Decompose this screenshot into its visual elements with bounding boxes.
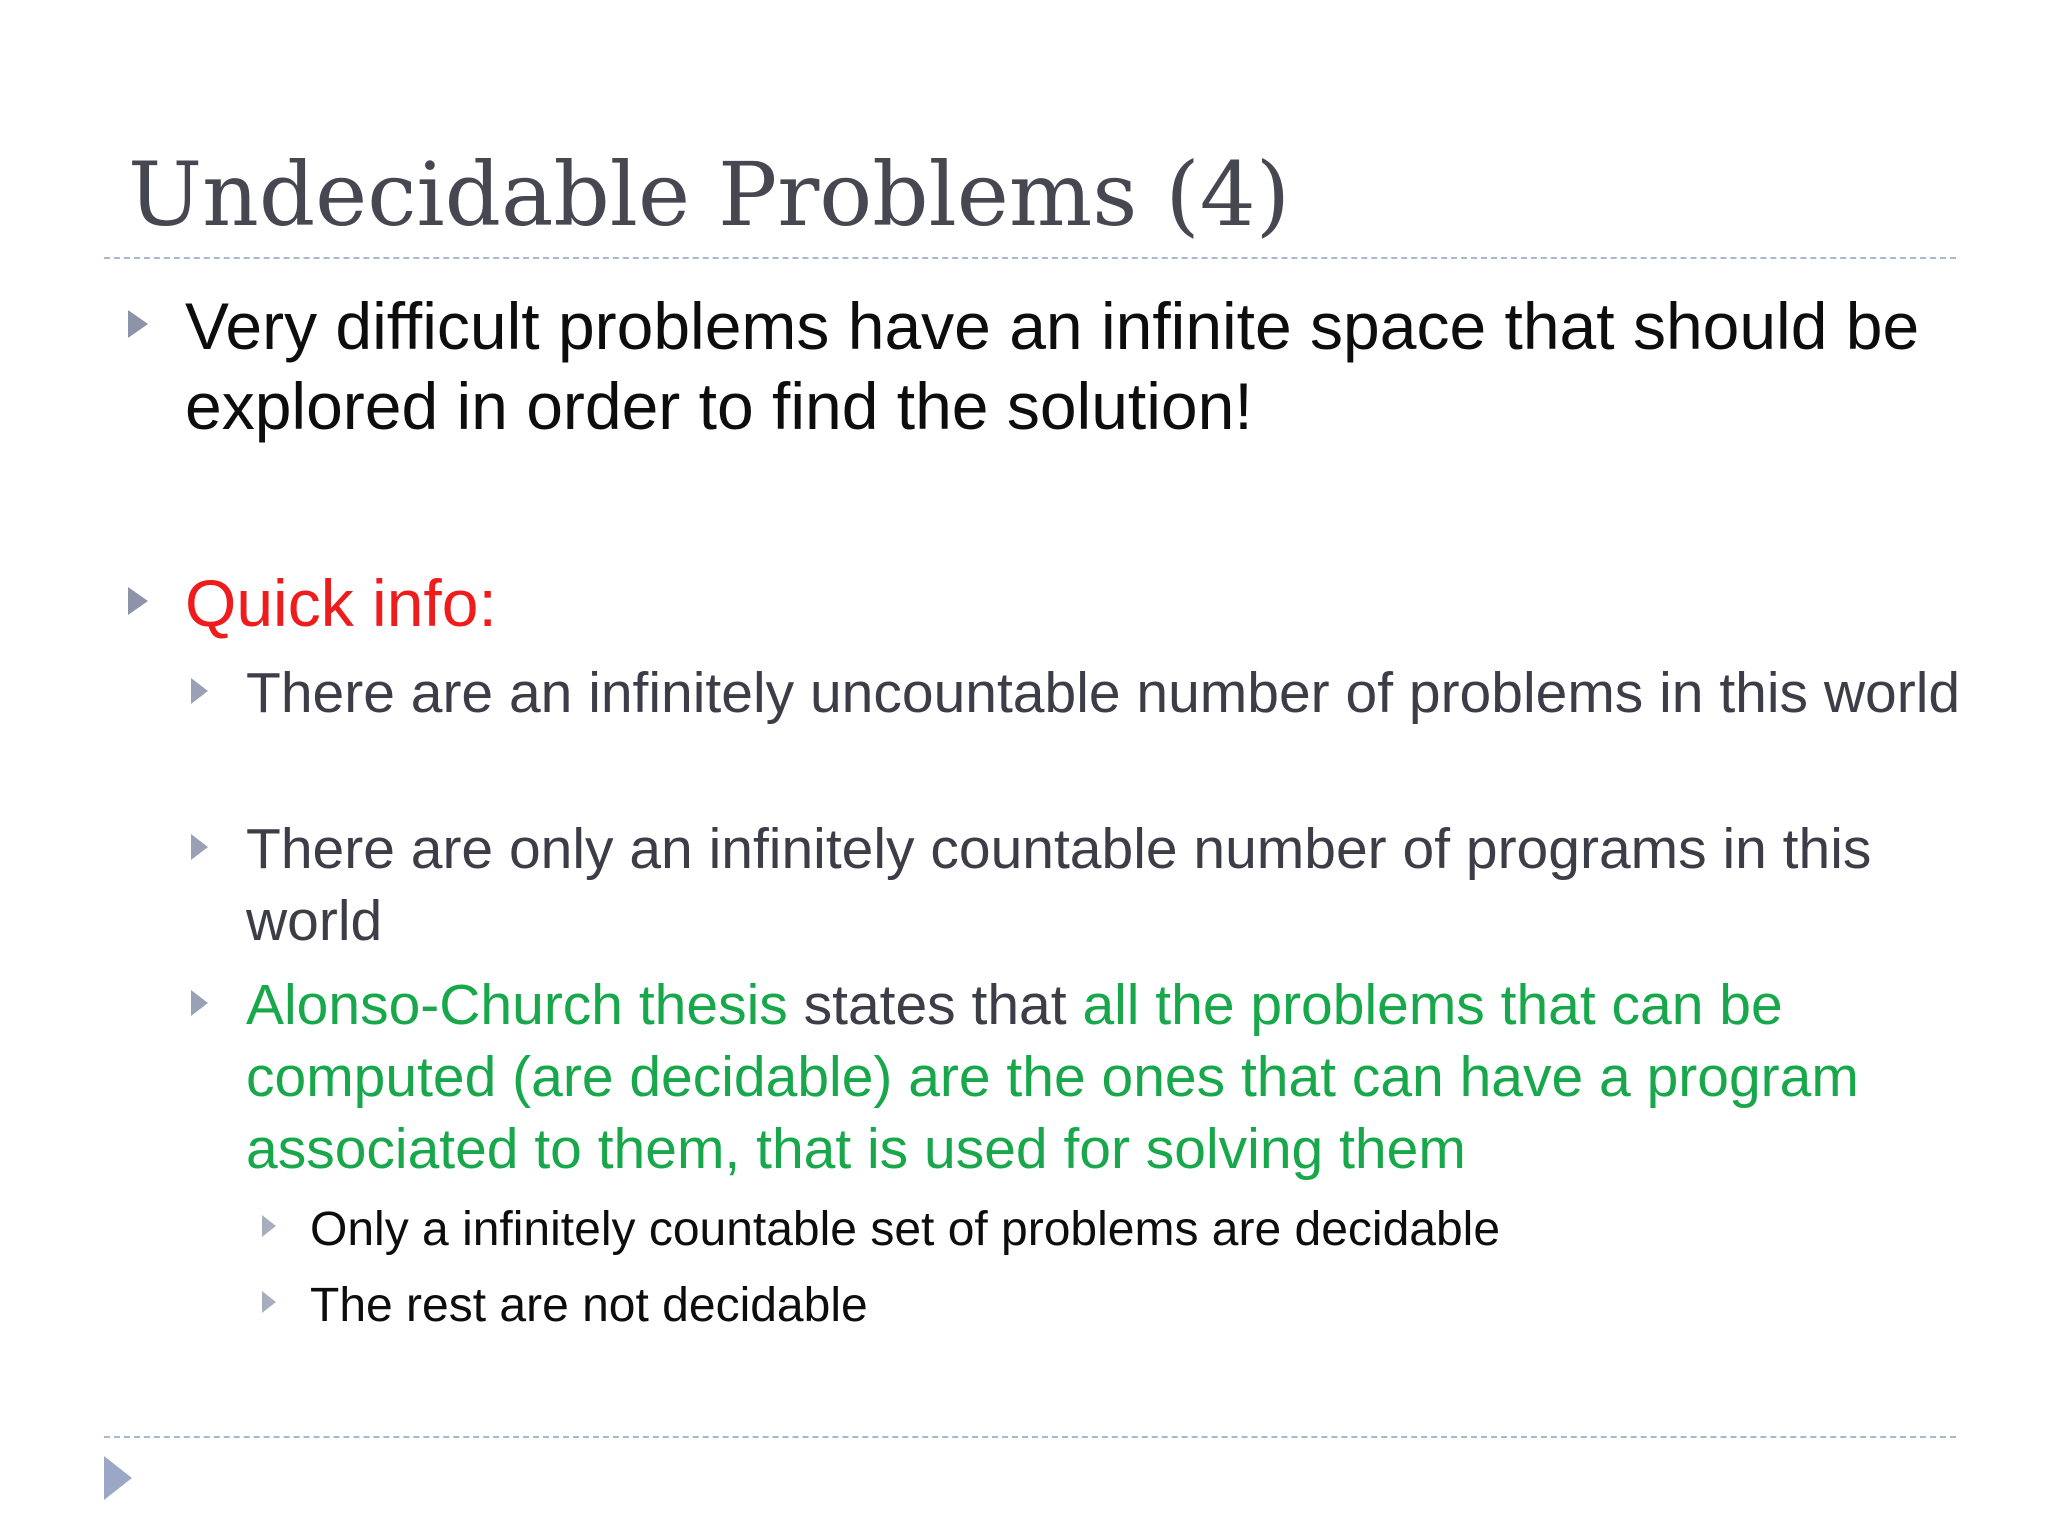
- slide-title: Undecidable Problems (4): [128, 143, 1291, 246]
- sub-bullet-text: There are an infinitely uncountable number of problems in this world: [246, 661, 1961, 725]
- sub-bullet-programs: [191, 813, 1966, 957]
- subsub-bullet-text: The rest are not decidable: [310, 1279, 868, 1332]
- subsub-bullet-triangle-icon: [262, 1215, 276, 1237]
- sub-bullet-church-thesis: [191, 969, 1966, 1185]
- bullet-text: Quick info:: [185, 566, 497, 640]
- sub-bullet-triangle-icon: [191, 990, 208, 1016]
- bullet-quick-info: [128, 563, 1945, 643]
- bullet-triangle-icon: [128, 310, 148, 338]
- sub-bullet-problems: [191, 657, 1966, 729]
- bullet-text: Very difficult problems have an infinite space that should be explored in order to find the solution!: [185, 289, 1920, 443]
- sub-bullet-text: There are only an infinitely countable number of programs in this world: [246, 817, 1872, 953]
- thesis-name: Alonso-Church thesis: [246, 973, 788, 1037]
- subsub-bullet-not-decidable: [262, 1276, 1950, 1336]
- subsub-bullet-triangle-icon: [262, 1291, 276, 1313]
- title-divider: [104, 257, 1956, 259]
- footer-divider: [104, 1436, 1956, 1438]
- subsub-bullet-text: Only a infinitely countable set of problems are decidable: [310, 1203, 1501, 1256]
- sub-bullet-text: [246, 969, 1966, 1185]
- bullet-triangle-icon: [128, 587, 148, 615]
- sub-bullet-triangle-icon: [191, 678, 208, 704]
- thesis-connector: states that: [787, 973, 1083, 1037]
- subsub-bullet-decidable: [262, 1200, 1950, 1260]
- thesis-statement: all the problems that can be computed (are decidable) are the ones that can have a program associated to them, that is used for solving them: [246, 973, 1859, 1181]
- sub-bullet-triangle-icon: [191, 834, 208, 860]
- footer-triangle-icon: [104, 1456, 132, 1500]
- bullet-infinite-space: [128, 286, 1945, 446]
